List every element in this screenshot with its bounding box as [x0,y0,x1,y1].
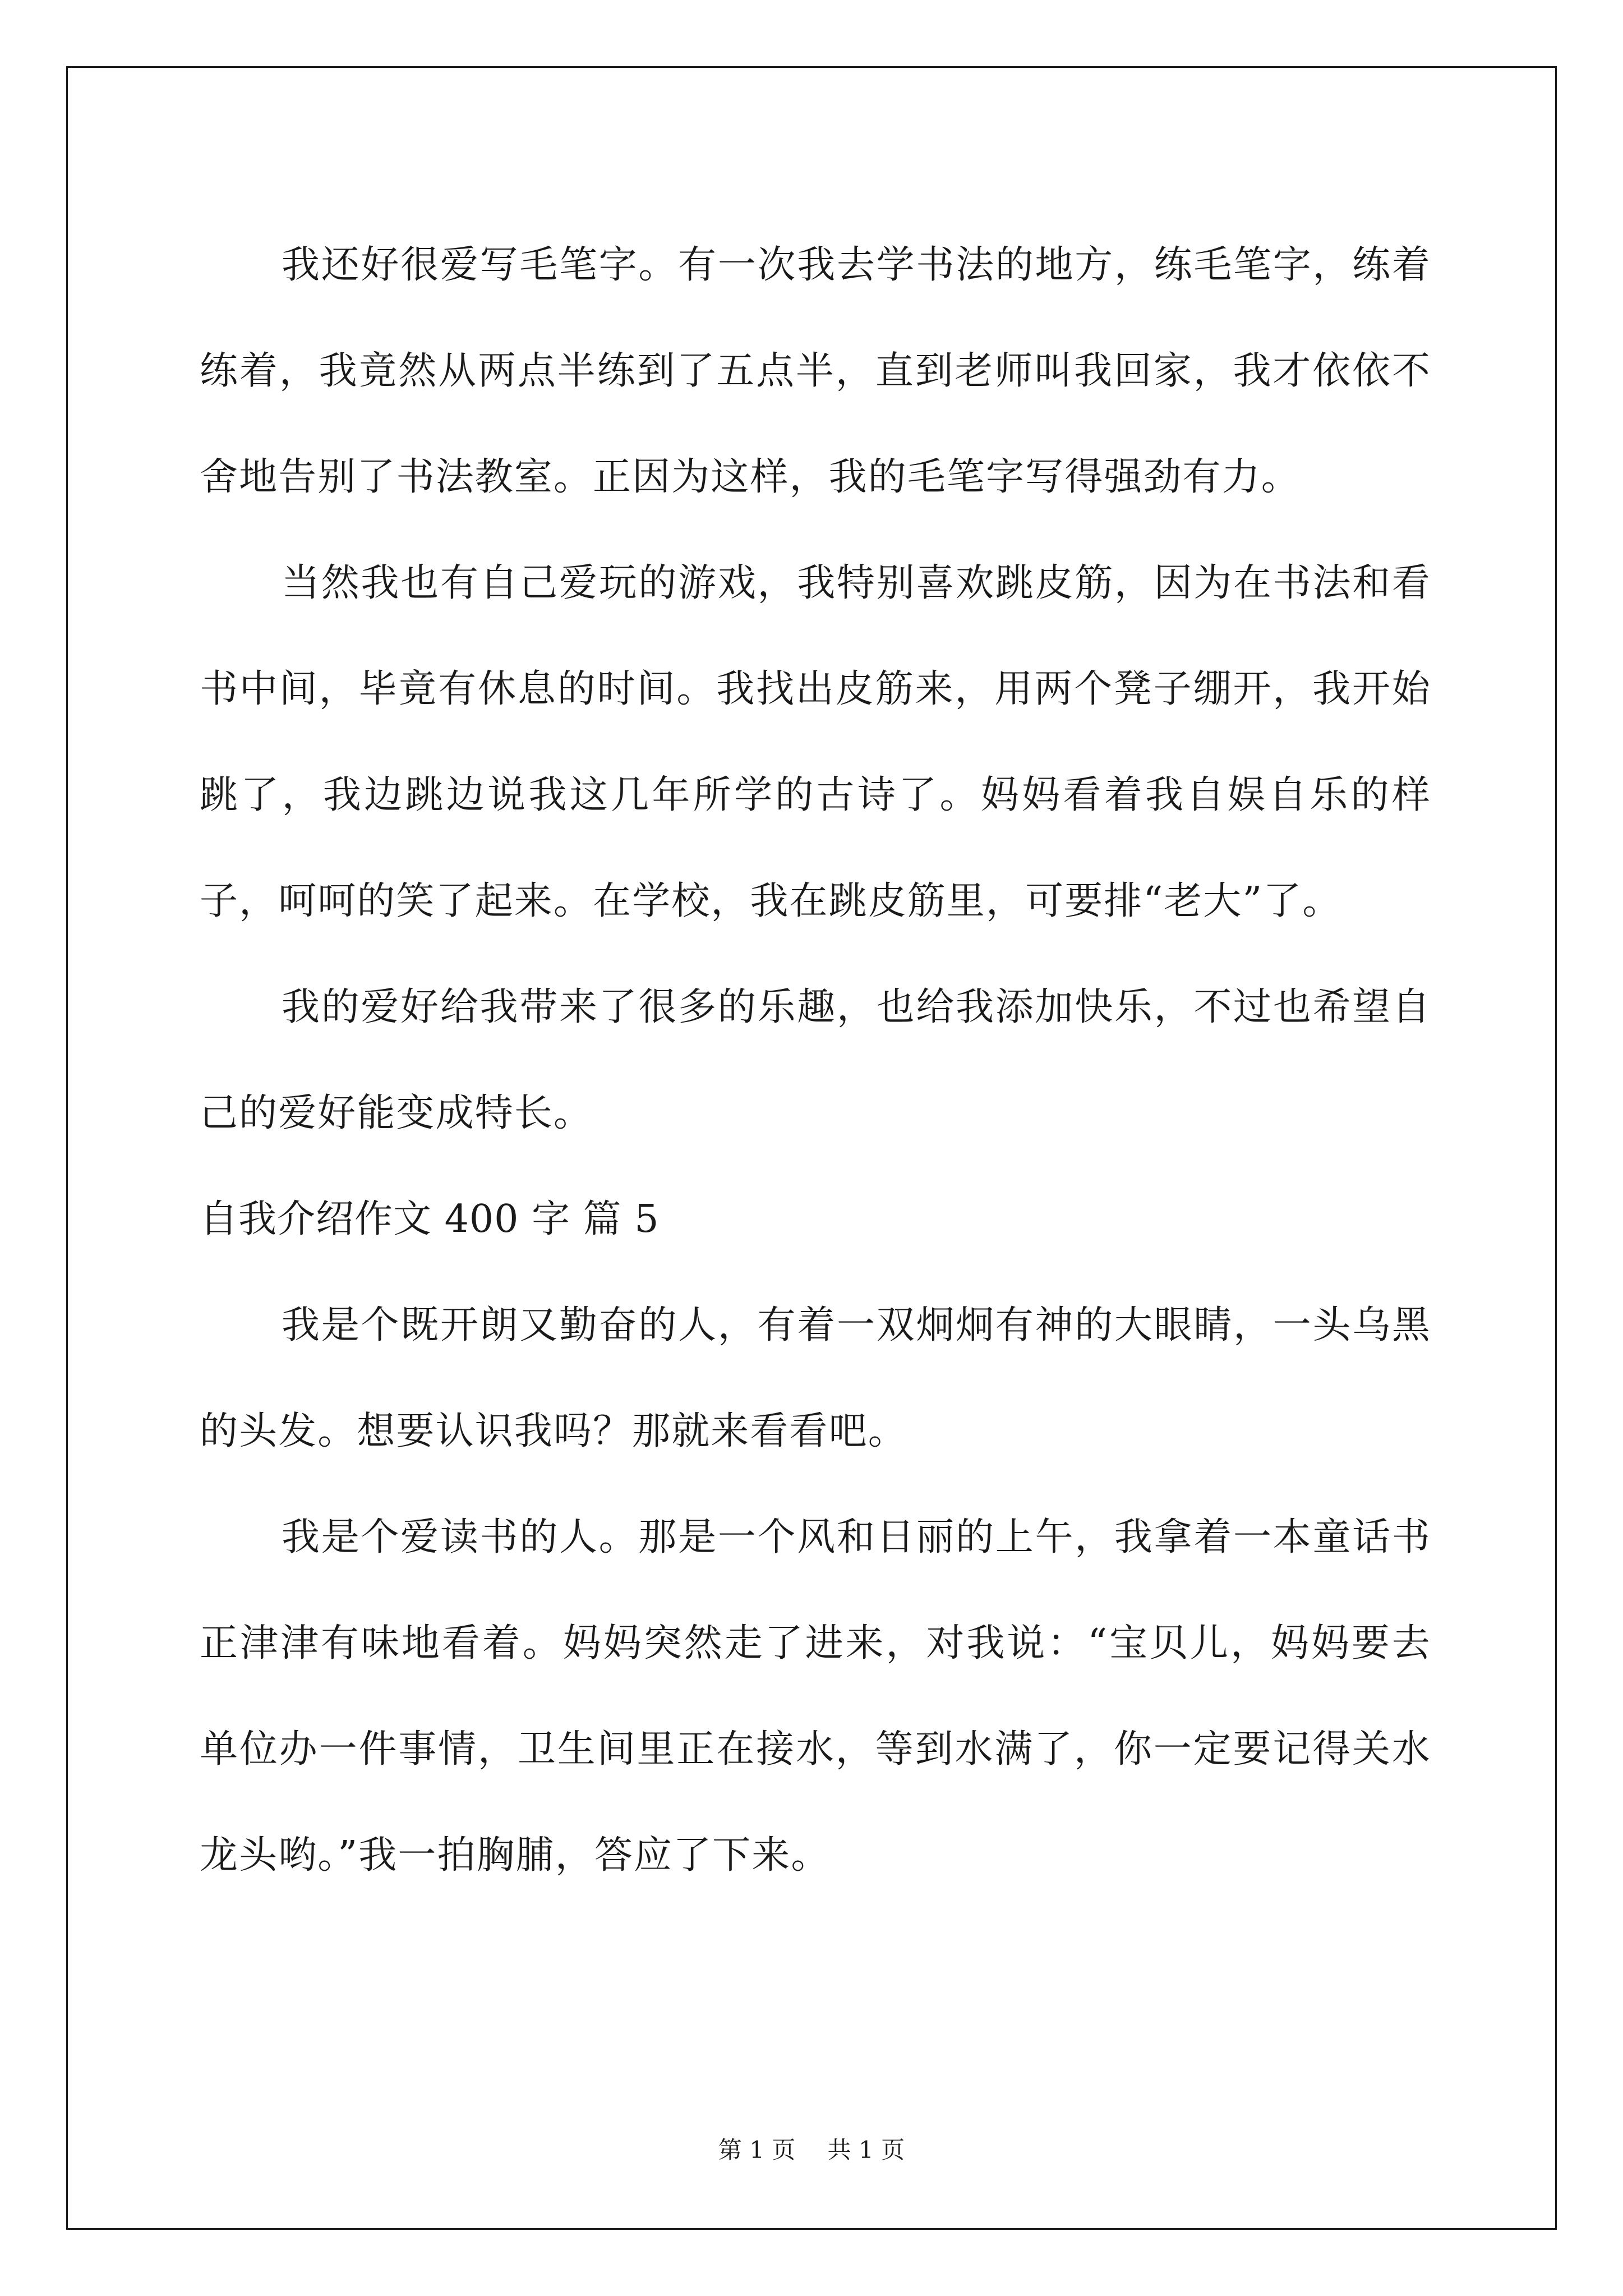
paragraph-self-description: 我是个既开朗又勤奋的人，有着一双炯炯有神的大眼睛，一头乌黑的头发。想要认识我吗？那就来看看吧。 [200,1303,1431,1453]
document-body [200,212,1431,1908]
paragraph-hobbies-summary: 我的爱好给我带来了很多的乐趣，也给我添加快乐，不过也希望自己的爱好能变成特长。 [200,985,1431,1135]
page-number-current: 第 1 页 [718,2136,796,2164]
paragraph-reading-story: 我是个爱读书的人。那是一个风和日丽的上午，我拿着一本童话书正津津有味地看着。妈妈突然走了进来，对我说：“宝贝儿，妈妈要去单位办一件事情，卫生间里正在接水，等到水满了，你一定要记得关水龙头哟。”我一拍胸脯，答应了下来。 [200,1515,1431,1878]
paragraph-calligraphy: 我还好很爱写毛笔字。有一次我去学书法的地方，练毛笔字，练着练着，我竟然从两点半练到了五点半，直到老师叫我回家，我才依依不舍地告别了书法教室。正因为这样，我的毛笔字写得强劲有力。 [200,243,1431,499]
page-number-total: 共 1 页 [827,2136,905,2164]
section-heading: 自我介绍作文 400 字 篇 5 [200,1197,660,1241]
page-footer [0,2136,1623,2164]
paragraph-jump-rope: 当然我也有自己爱玩的游戏，我特别喜欢跳皮筋，因为在书法和看书中间，毕竟有休息的时间。我找出皮筋来，用两个凳子绷开，我开始跳了，我边跳边说我这几年所学的古诗了。妈妈看着我自娱自乐的样子，呵呵的笑了起来。在学校，我在跳皮筋里，可要排“老大”了。 [200,561,1431,923]
